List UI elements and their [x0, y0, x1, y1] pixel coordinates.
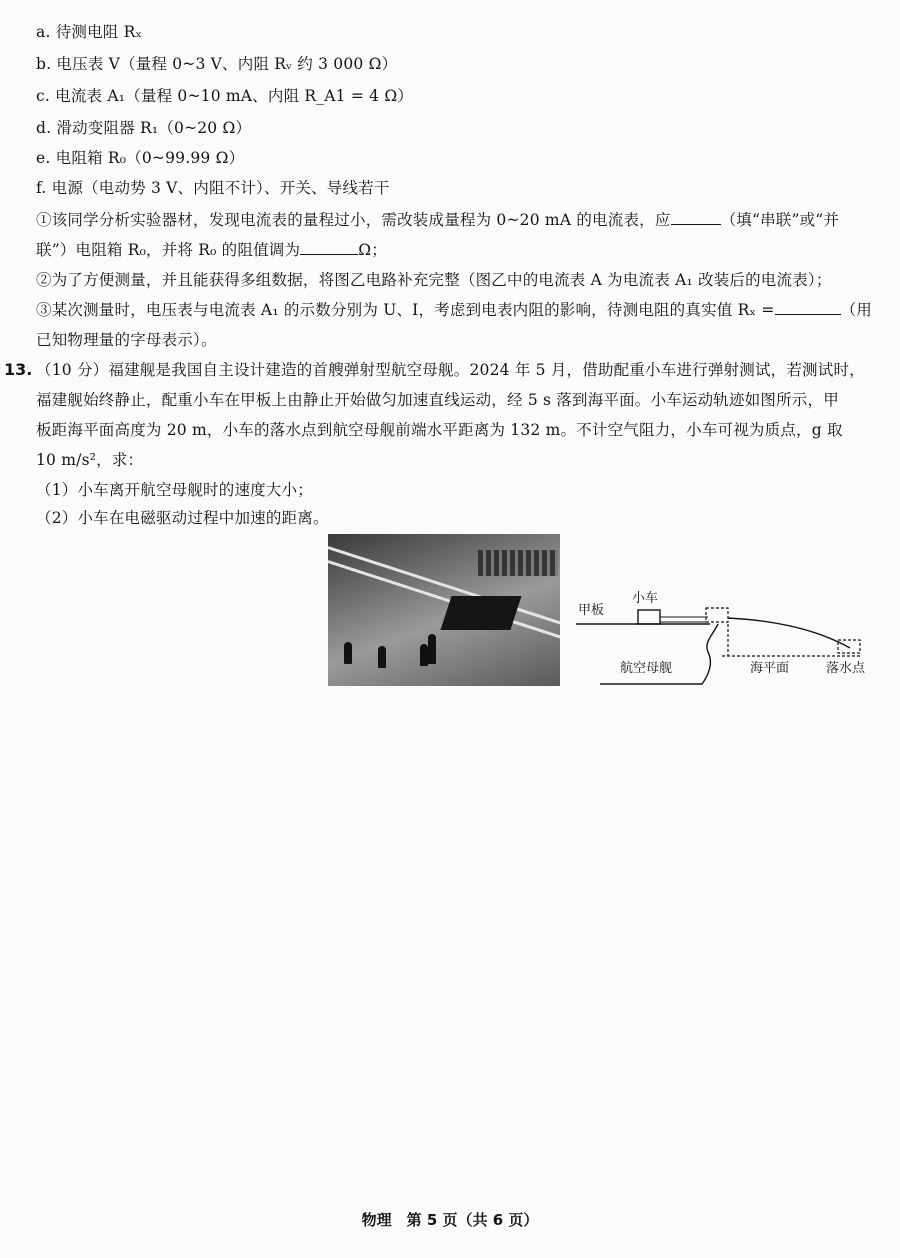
photo-person [420, 644, 428, 666]
item-e: e. 电阻箱 R₀（0~99.99 Ω） [36, 149, 245, 167]
sub-question-2: ②为了方便测量，并且能获得多组数据，将图乙电路补充完整（图乙中的电流表 A 为电流表 A₁ 改装后的电流表）； [36, 271, 832, 289]
photo-person [344, 642, 352, 664]
label-car: 小车 [632, 591, 659, 606]
photo-weight-car [440, 596, 521, 630]
photo-crowd [478, 550, 558, 576]
sub-question-1-line2: 联”）电阻箱 R₀，并将 R₀ 的阻值调为 Ω； [36, 241, 387, 259]
question-13-line1: （10 分）福建舰是我国自主设计建造的首艘弹射型航空母舰。2024 年 5 月，借助配重小车进行弹射测试，若测试时， [36, 361, 865, 379]
car-dashed-at-bow [706, 608, 728, 622]
trajectory-diagram [572, 580, 872, 692]
item-d: d. 滑动变阻器 R₁（0~20 Ω） [36, 119, 252, 137]
photo-person [378, 646, 386, 668]
car-dashed-at-landing [838, 640, 860, 653]
trajectory-curve [728, 618, 850, 648]
item-c: c. 电流表 A₁（量程 0~10 mA、内阻 R_A1 = 4 Ω） [36, 87, 414, 105]
item-a: a. 待测电阻 Rₓ [36, 23, 143, 41]
carrier-test-photo [328, 534, 560, 686]
sub-question-1-line1: ①该同学分析实验器材，发现电流表的量程过小，需改装成量程为 0~20 mA 的电流表，应 （填“串联”或“并 [36, 211, 840, 229]
question-13-line3: 板距海平面高度为 20 m，小车的落水点到航空母舰前端水平距离为 132 m。不计空气阻力，小车可视为质点，g 取 [36, 421, 843, 439]
page-footer: 物理 第 5 页（共 6 页） [361, 1211, 539, 1229]
sub-question-3-line1: ③某次测量时，电压表与电流表 A₁ 的示数分别为 U、I，考虑到电表内阻的影响，待测电阻的真实值 Rₓ = （用 [36, 301, 872, 319]
question-13-line4: 10 m/s²，求： [36, 451, 144, 469]
item-b: b. 电压表 V（量程 0~3 V、内阻 Rᵥ 约 3 000 Ω） [36, 55, 398, 73]
answer-blank-connection[interactable] [671, 210, 721, 225]
answer-blank-resistance[interactable] [300, 240, 358, 255]
sub-question-3-line2: 已知物理量的字母表示）。 [36, 331, 217, 349]
item-f: f. 电源（电动势 3 V、内阻不计）、开关、导线若干 [36, 179, 390, 197]
car-box [638, 610, 660, 624]
label-landing-point: 落水点 [826, 661, 866, 676]
label-carrier: 航空母舰 [620, 661, 673, 676]
answer-blank-rx[interactable] [775, 300, 841, 315]
photo-person [428, 634, 436, 664]
label-sea-level: 海平面 [750, 661, 790, 676]
question-13-line2: 福建舰始终静止，配重小车在甲板上由静止开始做匀加速直线运动，经 5 s 落到海平面。小车运动轨迹如图所示，甲 [36, 391, 839, 409]
question-13-part1: （1）小车离开航空母舰时的速度大小； [36, 481, 313, 499]
question-number: 13. [4, 360, 33, 379]
label-deck: 甲板 [578, 603, 605, 618]
question-13-part2: （2）小车在电磁驱动过程中加速的距离。 [36, 509, 329, 527]
